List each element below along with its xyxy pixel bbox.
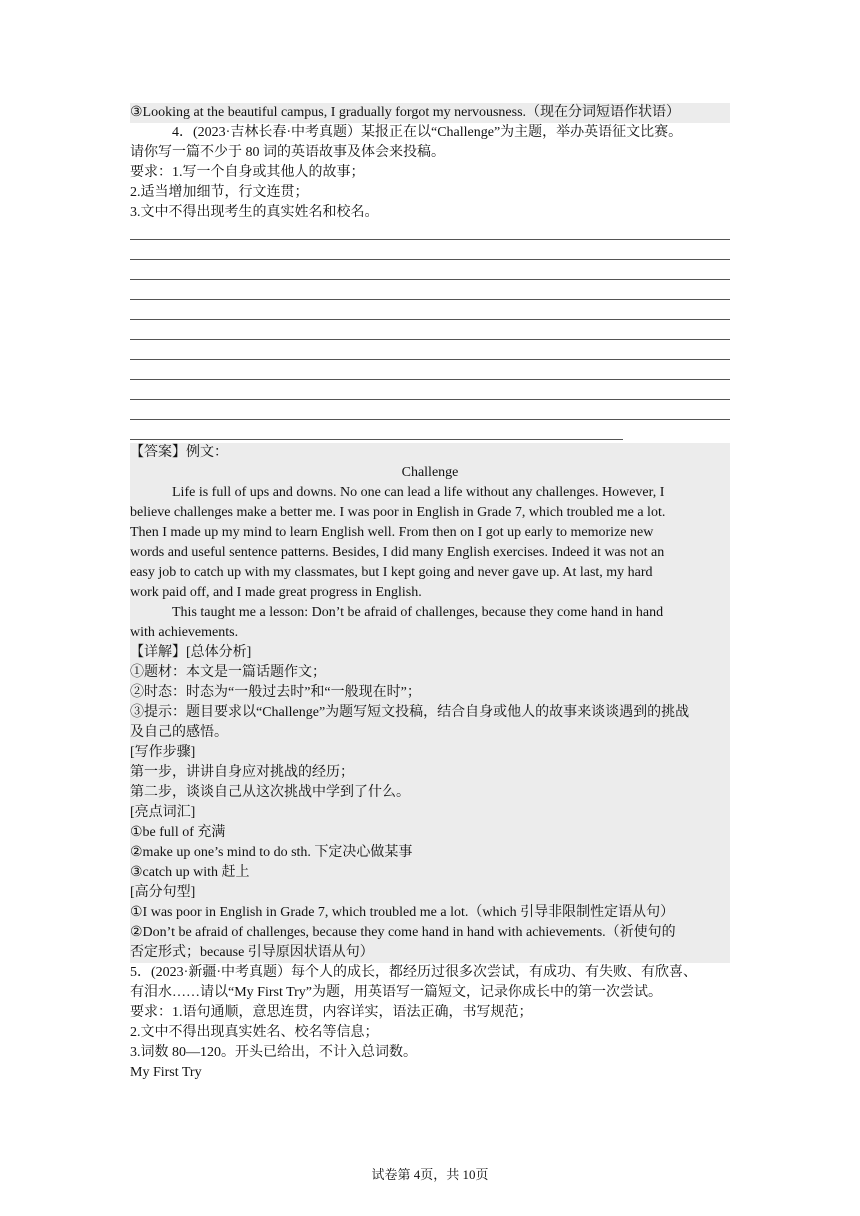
q5-requirement: 2.文中不得出现真实姓名、校名等信息； xyxy=(130,1025,379,1040)
answer-block xyxy=(130,443,730,963)
essay-line: This taught me a lesson: Don’t be afraid of challenges, because they come hand in hand xyxy=(172,605,664,620)
writing-line xyxy=(130,343,730,363)
question-5 xyxy=(130,963,730,1083)
essay-line: Life is full of ups and downs. No one can lead a life without any challenges. However, I xyxy=(172,485,665,500)
writing-line xyxy=(130,223,730,243)
answer-writing-lines xyxy=(130,223,730,443)
analysis-line: 第二步，谈谈自己从这次挑战中学到了什么。 xyxy=(130,785,410,800)
analysis-line: ②make up one’s mind to do sth. 下定决心做某事 xyxy=(130,845,413,860)
writing-line xyxy=(130,423,730,443)
essay-line: believe challenges make a better me. I was poor in English in Grade 7, which troubled me a lot. xyxy=(130,505,666,520)
analysis-line: 否定形式；because 引导原因状语从句） xyxy=(130,945,374,960)
q5-prompt-line: 5．(2023·新疆·中考真题）每个人的成长，都经历过很多次尝试，有成功、有失败、有欣喜、 xyxy=(130,965,697,980)
analysis-line: ③提示：题目要求以“Challenge”为题写短文投稿，结合自身或他人的故事来谈谈遇到的挑战 xyxy=(130,705,690,720)
analysis-heading: [高分句型] xyxy=(130,885,196,900)
essay-title: Challenge xyxy=(401,465,459,480)
writing-line xyxy=(130,263,730,283)
document-page xyxy=(130,103,730,1083)
writing-line xyxy=(130,363,730,383)
analysis-line: 及自己的感悟。 xyxy=(130,725,228,740)
writing-line xyxy=(130,303,730,323)
question-4 xyxy=(130,123,730,223)
q4-prompt-line: 请你写一篇不少于 80 词的英语故事及体会来投稿。 xyxy=(130,145,445,160)
analysis-line: ③catch up with 赶上 xyxy=(130,865,250,880)
essay-line: words and useful sentence patterns. Besides, I did many English exercises. Indeed it was not an xyxy=(130,545,665,560)
writing-line xyxy=(130,403,730,423)
q4-requirement: 要求：1.写一个自身或其他人的故事； xyxy=(130,165,365,180)
analysis-line: ①题材：本文是一篇话题作文； xyxy=(130,665,326,680)
analysis-line: 第一步，讲讲自身应对挑战的经历； xyxy=(130,765,354,780)
analysis-line: ①I was poor in English in Grade 7, which troubled me a lot.（which 引导非限制性定语从句） xyxy=(130,905,675,920)
writing-line xyxy=(130,383,730,403)
q5-prompt-line: 有泪水……请以“My First Try”为题，用英语写一篇短文，记录你成长中的第一次尝试。 xyxy=(130,985,663,1000)
q4-requirement: 3.文中不得出现考生的真实姓名和校名。 xyxy=(130,205,379,220)
q5-requirement: 3.词数 80—120。开头已给出，不计入总词数。 xyxy=(130,1045,417,1060)
answer-label: 【答案】例文： xyxy=(130,445,228,460)
essay-line: work paid off, and I made great progress in English. xyxy=(130,585,422,600)
analysis-heading: 【详解】[总体分析] xyxy=(130,645,252,660)
q5-requirement: 要求：1.语句通顺，意思连贯，内容详实，语法正确，书写规范； xyxy=(130,1005,533,1020)
q5-essay-title: My First Try xyxy=(130,1065,202,1080)
essay-line: easy job to catch up with my classmates, but I kept going and never gave up. At last, my hard xyxy=(130,565,653,580)
analysis-line: ②时态：时态为“一般过去时”和“一般现在时”； xyxy=(130,685,421,700)
writing-line xyxy=(130,283,730,303)
analysis-line: ②Don’t be afraid of challenges, because they come hand in hand with achievements.（祈使句的 xyxy=(130,925,676,940)
analysis-heading: [亮点词汇] xyxy=(130,805,196,820)
essay-line: Then I made up my mind to learn English well. From then on I got up early to memorize new xyxy=(130,525,654,540)
example-sentence: ③Looking at the beautiful campus, I gradually forgot my nervousness.（现在分词短语作状语） xyxy=(130,103,730,123)
writing-line xyxy=(130,243,730,263)
essay-line: with achievements. xyxy=(130,625,239,640)
page-footer: 试卷第 4页，共 10页 xyxy=(371,1167,489,1182)
analysis-heading: [写作步骤] xyxy=(130,745,196,760)
q4-requirement: 2.适当增加细节，行文连贯； xyxy=(130,185,309,200)
writing-line xyxy=(130,323,730,343)
q4-prompt-line: 4．(2023·吉林长春·中考真题）某报正在以“Challenge”为主题，举办英语征文比赛。 xyxy=(172,125,683,140)
analysis-line: ①be full of 充满 xyxy=(130,825,226,840)
